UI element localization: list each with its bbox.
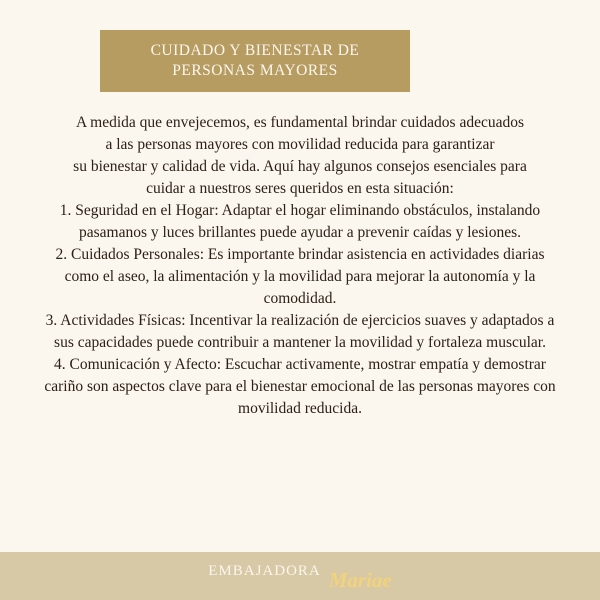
intro-paragraph — [18, 112, 582, 200]
tip-line: pasamanos y luces brillantes puede ayudar a prevenir caídas y lesiones. — [78, 224, 522, 241]
footer-brand-name: Mariae — [328, 567, 392, 592]
tip-line: 3. Actividades Físicas: Incentivar la realización de ejercicios suaves y adaptados a — [45, 312, 555, 329]
tip-line: 2. Cuidados Personales: Es importante brindar asistencia en actividades diarias — [55, 246, 545, 263]
tip-line: 1. Seguridad en el Hogar: Adaptar el hogar eliminando obstáculos, instalando — [59, 202, 541, 219]
intro-line: a las personas mayores con movilidad reducida para garantizar — [105, 136, 495, 153]
title-banner — [100, 30, 410, 92]
footer-ambassador-label: EMBAJADORA — [208, 562, 321, 579]
tip-line: como el aseo, la alimentación y la movilidad para mejorar la autonomía y la — [64, 268, 536, 285]
tip-communication — [18, 354, 582, 420]
footer-bar — [0, 552, 600, 600]
tip-line: 4. Comunicación y Afecto: Escuchar activamente, mostrar empatía y demostrar — [54, 356, 546, 373]
tip-home-safety — [18, 200, 582, 244]
intro-line: A medida que envejecemos, es fundamental brindar cuidados adecuados — [75, 114, 525, 131]
intro-line: su bienestar y calidad de vida. Aquí hay algunos consejos esenciales para — [73, 158, 527, 175]
tip-line: sus capacidades puede contribuir a mantener la movilidad y fortaleza muscular. — [54, 334, 546, 351]
tip-line: movilidad reducida. — [238, 400, 362, 417]
body-text — [18, 112, 582, 420]
title-line-1: CUIDADO Y BIENESTAR DE — [150, 42, 360, 59]
tip-personal-care — [18, 244, 582, 310]
intro-line: cuidar a nuestros seres queridos en esta situación: — [146, 180, 454, 197]
tip-physical-activity — [18, 310, 582, 354]
tip-line: cariño son aspectos clave para el bienestar emocional de las personas mayores con — [44, 378, 556, 395]
title-line-2: PERSONAS MAYORES — [172, 62, 338, 79]
tip-line: comodidad. — [263, 290, 337, 307]
